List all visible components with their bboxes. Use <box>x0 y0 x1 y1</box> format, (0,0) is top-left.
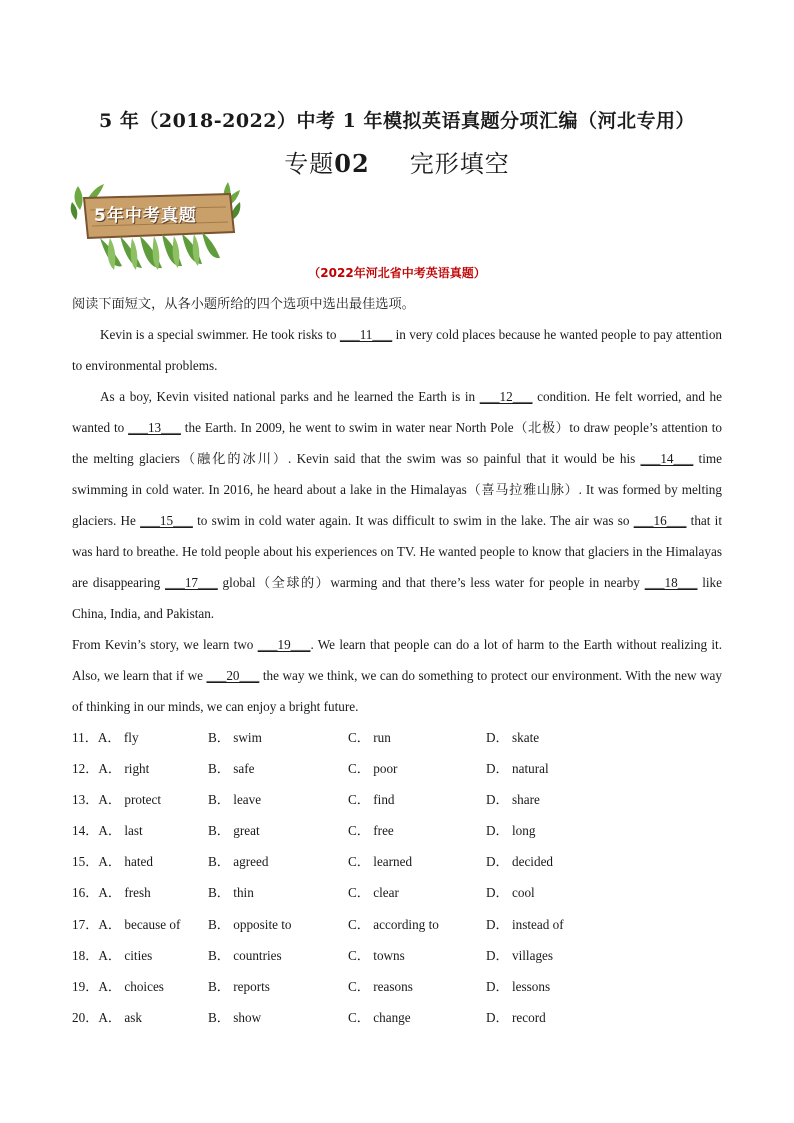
blank-19: ___19___ <box>257 637 311 652</box>
topic-name: 完形填空 <box>409 150 510 178</box>
option-c: C． change <box>348 1009 411 1025</box>
question-row <box>72 877 722 908</box>
topic-title <box>0 144 794 179</box>
blank-13: ___13___ <box>128 420 181 435</box>
blank-14: ___14___ <box>640 451 694 466</box>
blank-18: ___18___ <box>644 575 698 590</box>
option-c: C． find <box>348 792 395 808</box>
option-b: B． leave <box>208 792 262 808</box>
blank-12: ___12___ <box>479 389 533 404</box>
source-label: （2022年河北省中考英语真题） <box>308 266 486 280</box>
option-d: D． cool <box>486 885 535 901</box>
question-row <box>72 753 722 784</box>
option-c: C． reasons <box>348 978 413 994</box>
question-a: 20．A． ask <box>72 1009 142 1025</box>
option-d: D． share <box>486 792 540 808</box>
question-a: 14．A． last <box>72 823 143 839</box>
document-title: 5 年（2018-2022）中考 1 年模拟英语真题分项汇编（河北专用） <box>99 110 695 132</box>
option-b: B． safe <box>208 761 255 777</box>
option-b: B． agreed <box>208 854 269 870</box>
option-c: C． according to <box>348 916 439 932</box>
option-c: C． poor <box>348 761 398 777</box>
option-c: C． run <box>348 730 391 745</box>
question-row <box>72 784 722 815</box>
option-b: B． show <box>208 1009 262 1025</box>
option-d: D． decided <box>486 854 554 870</box>
question-row <box>72 940 722 971</box>
question-row <box>72 971 722 1002</box>
question-a: 17．A． because of <box>72 916 181 932</box>
option-d: D． lessons <box>486 978 551 994</box>
blank-20: ___20___ <box>206 668 260 683</box>
cloze-passage <box>72 288 722 722</box>
option-d: D． record <box>486 1009 546 1025</box>
blank-11: ___11___ <box>339 327 393 342</box>
option-c: C． clear <box>348 885 399 901</box>
passage-paragraph-3: From Kevin’s story, we learn two ___19___. We learn that people can do a lot of harm to the Earth without realizing it. Also, we learn that if we ___20___ the way we think, we can do something to protect our environment. With the new way of thinking in our minds, we can enjoy a bright future. <box>72 637 723 714</box>
question-a: 18．A． cities <box>72 947 153 963</box>
option-c: C． free <box>348 823 394 839</box>
question-a: 12．A． right <box>72 761 150 777</box>
option-b: B． swim <box>208 730 262 745</box>
question-a: 15．A． hated <box>72 854 153 870</box>
option-d: D． long <box>486 823 536 839</box>
option-d: D． instead of <box>486 916 564 932</box>
question-options <box>72 722 722 1033</box>
blank-15: ___15___ <box>140 513 193 528</box>
instruction-text: 阅读下面短文，从各小题所给的四个选项中选出最佳选项。 <box>72 296 415 311</box>
banner-label: 5年中考真题 <box>94 206 197 226</box>
question-row <box>72 909 722 940</box>
option-b: B． reports <box>208 978 270 994</box>
option-b: B． opposite to <box>208 916 292 932</box>
question-a: 19．A． choices <box>72 978 164 994</box>
topic-number: 02 <box>334 149 370 178</box>
passage-paragraph-1: Kevin is a special swimmer. He took risks to ___11___ in very cold places because he wanted people to pay attention to environmental problems. <box>72 327 723 373</box>
question-row <box>72 815 722 846</box>
question-row <box>72 846 722 877</box>
blank-17: ___17___ <box>165 575 218 590</box>
question-a: 11．A． fly <box>72 730 139 745</box>
section-banner <box>70 180 242 270</box>
option-b: B． thin <box>208 885 254 901</box>
blank-16: ___16___ <box>633 513 687 528</box>
option-d: D． natural <box>486 761 549 777</box>
option-c: C． towns <box>348 947 405 963</box>
question-row <box>72 1002 722 1033</box>
option-d: D． villages <box>486 947 554 963</box>
question-a: 16．A． fresh <box>72 885 151 901</box>
question-row <box>72 722 722 753</box>
question-a: 13．A． protect <box>72 792 161 808</box>
option-d: D． skate <box>486 730 540 745</box>
option-c: C． learned <box>348 854 413 870</box>
passage-paragraph-2: As a boy, Kevin visited national parks and he learned the Earth is in ___12___ condition. He felt worried, and he wanted to ___13___ the Earth. In 2009, he went to swim in water near North Pole（北极）to draw people’s attention to the melting glaciers（融化的冰川）. Kevin said that the swim was so painful that it would be his ___14___ time swimming in cold water. In 2016, he heard about a lake in the Himalayas（喜马拉雅山脉）. It was formed by melting glaciers. He ___15___ to swim in cold water again. It was difficult to swim in the lake. The air was so ___16___ that it was hard to breathe. He told people about his experiences on TV. He wanted people to know that glaciers in the Himalayas are disappearing ___17___ global（全球的）warming and that there’s less water for people in nearby ___18___ like China, India, and Pakistan. <box>72 389 723 621</box>
option-b: B． great <box>208 823 260 839</box>
topic-prefix: 专题 <box>284 150 335 178</box>
option-b: B． countries <box>208 947 282 963</box>
